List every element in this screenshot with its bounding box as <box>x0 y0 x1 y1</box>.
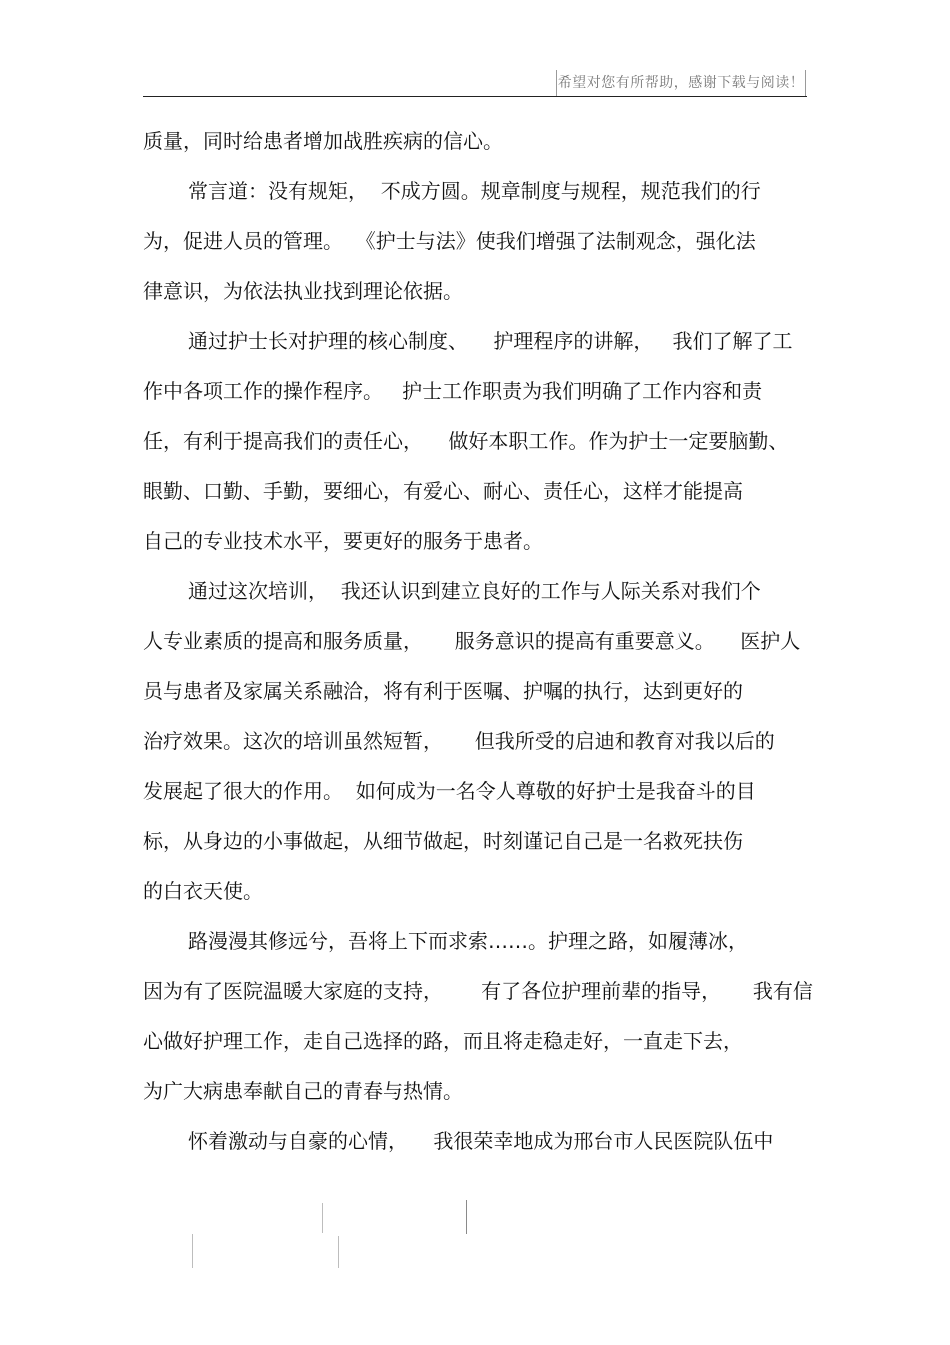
text-line: 眼勤、口勤、手勤，要细心，有爱心、耐心、责任心，这样才能提高 <box>143 479 743 503</box>
paragraph-start-line: 常言道：没有规矩， 不成方圆。规章制度与规程，规范我们的行 <box>188 179 761 203</box>
scan-mark <box>338 1236 339 1268</box>
text-line: 为，促进人员的管理。 《护士与法》使我们增强了法制观念，强化法 <box>143 229 756 253</box>
paragraph-start-line: 怀着激动与自豪的心情， 我很荣幸地成为邢台市人民医院队伍中 <box>188 1129 774 1153</box>
text-line: 律意识，为依法执业找到理论依据。 <box>143 279 463 303</box>
paragraph-start-line: 通过护士长对护理的核心制度、 护理程序的讲解， 我们了解了工 <box>188 329 793 353</box>
text-line: 自己的专业技术水平，要更好的服务于患者。 <box>143 529 543 553</box>
paragraph-start-line: 通过这次培训， 我还认识到建立良好的工作与人际关系对我们个 <box>188 579 761 603</box>
text-line: 作中各项工作的操作程序。 护士工作职责为我们明确了工作内容和责 <box>143 379 763 403</box>
text-line: 因为有了医院温暖大家庭的支持， 有了各位护理前辈的指导， 我有信 <box>143 979 813 1003</box>
text-line: 人专业素质的提高和服务质量， 服务意识的提高有重要意义。 医护人 <box>143 629 801 653</box>
text-line: 治疗效果。这次的培训虽然短暂， 但我所受的启迪和教育对我以后的 <box>143 729 775 753</box>
text-line: 任，有利于提高我们的责任心， 做好本职工作。作为护士一定要脑勤、 <box>143 429 789 453</box>
scan-mark <box>192 1234 193 1268</box>
text-line: 发展起了很大的作用。 如何成为一名令人尊敬的好护士是我奋斗的目 <box>143 779 756 803</box>
paragraph-start-line: 路漫漫其修远兮，吾将上下而求索……。护理之路，如履薄冰， <box>188 929 748 953</box>
text-line: 标，从身边的小事做起，从细节做起，时刻谨记自己是一名救死扶伤 <box>143 829 743 853</box>
header-rule <box>143 96 807 97</box>
scan-mark <box>466 1200 467 1234</box>
header-note: 希望对您有所帮助，感谢下载与阅读！ <box>556 70 806 96</box>
text-line: 员与患者及家属关系融洽，将有利于医嘱、护嘱的执行，达到更好的 <box>143 679 743 703</box>
text-line: 质量，同时给患者增加战胜疾病的信心。 <box>143 129 503 153</box>
text-line: 的白衣天使。 <box>143 879 263 903</box>
scan-mark <box>322 1203 323 1233</box>
text-line: 心做好护理工作，走自己选择的路，而且将走稳走好，一直走下去， <box>143 1029 743 1053</box>
text-line: 为广大病患奉献自己的青春与热情。 <box>143 1079 463 1103</box>
